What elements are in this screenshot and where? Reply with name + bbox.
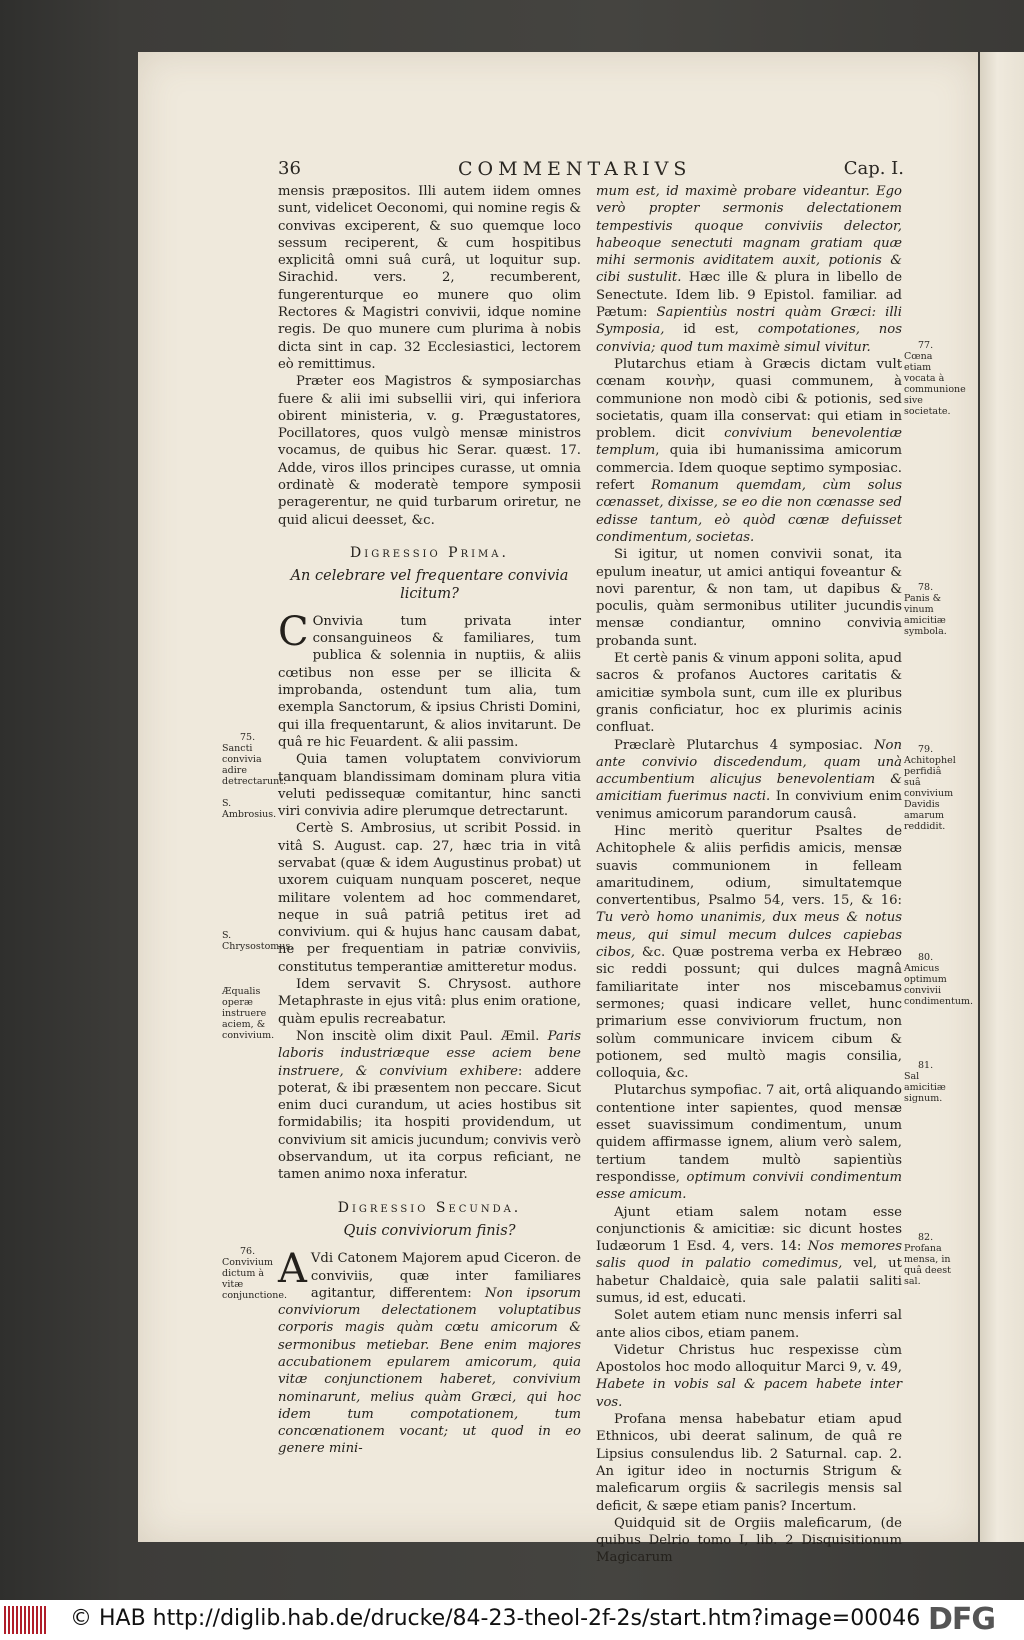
margin-note: 79. Achitophel perfidiâ suâ convivium Davidis amarum reddidit. (904, 744, 956, 832)
digression-question: Quis conviviorum finis? (343, 1222, 516, 1239)
facing-page-edge (980, 52, 1024, 1542)
paragraph: Idem servavit S. Chrysost. authore Metaphraste in ejus vitâ: plus enim oratione, quàm epulis recreabatur. (278, 977, 581, 1027)
margin-note: 76. Convivium dictum à vitæ conjunctione. (222, 1246, 287, 1301)
margin-note: Æqualis operæ instruere aciem, & convivium. (222, 986, 275, 1041)
paragraph: Non inscitè olim dixit Paul. Æmil. Paris laboris industriæque esse aciem bene instruere, & convivium exhibere: addere poterat, & ibi præsentem non peccare. Sicut enim duci curandum, ut acies hostibus sit formidabilis; ita hospiti providendum, ut convivium sit amicis jucundum; convivis verò observandum, ut ita corpus reficiant, ne tamen animo noxa inferatur. (278, 1028, 581, 1183)
paragraph: Certè S. Ambrosius, ut scribit Possid. in vitâ S. August. cap. 27, hæc tria in vitâ servabat (quæ & idem Augustinus probat) ut uxorem cuiquam nunquam posceret, neque militare volentem ad hoc commendaret, neque in suâ patriâ petitus iret ad convivium. qui & hujus hanc causam dabat, ne per frequentiam in patriæ conviviis, constitutus temperantiæ amitteretur modus. (278, 821, 581, 975)
paragraph: Quia tamen voluptatem conviviorum tanquam blandissimam dominam plura vitia veluti pedissequæ comitantur, hinc sancti viri convivia adire plerumque detrectarunt. (278, 752, 581, 820)
margin-note: 75. Sancti convivia adire detrectarunt. (222, 732, 287, 787)
hab-logo-icon (4, 1606, 48, 1634)
paragraph: mum est, id maximè probare videantur. Ego verò propter sermonis delectationem tempestivis quoque conviviis delector, habeoque senectuti magnam gratiam quæ mihi sermonis aviditatem auxit, potionis & cibi sustulit. Hæc ille & plura in libello de Senectute. Idem lib. 9 Epistol. familiar. ad Pætum: Sapientiùs nostri quàm Græci: illi Symposia, id est, compotationes, nos convivia; quod tum maximè simul vivitur. (596, 184, 902, 355)
drop-cap: A (278, 1246, 307, 1293)
digression-heading: Digressio Secunda. (337, 1199, 522, 1216)
right-text-column (596, 183, 902, 1567)
left-text-column (278, 183, 581, 1458)
running-title: COMMENTARIVS (458, 158, 692, 180)
margin-note: 77. Cœna etiam vocata à communione sive societate. (904, 340, 966, 417)
paragraph: A Vdi Catonem Majorem apud Ciceron. de conviviis, quæ inter familiares agitantur, differentem: Non ipsorum conviviorum delectationem voluptatibus corporis magis quàm cœtu amicorum & sermonibus metiebar. Bene enim majores accubationem epularem amicorum, quia vitæ conjunctionem haberet, convivium nominarunt, melius quàm Græci, qui hoc idem tum compotationem, tum concœnationem vocant; ut quod in eo genere mini- (278, 1246, 581, 1457)
paragraph: Præter eos Magistros & symposiarchas fuere & alii imi subsellii viri, qui inferiora obirent ministeria, v. g. Prægustatores, Pocillatores, quos vulgò mensæ ministros vocamus, de quibus hic Serar. quæst. 17. Adde, viros illos principes curasse, ut omnia ordinatè & moderatè tempore symposii peragerentur, ne quid turbarum oriretur, ne quid alicui deesset, &c. (278, 374, 581, 528)
paragraph: Plutarchus sympofiac. 7 ait, ortâ aliquando contentione inter sapientes, quod mensæ esset suavissimum condimentum, unum quidem affirmasse ignem, alium verò salem, tertium tandem multò sapientiùs respondisse, optimum convivii condimentum esse amicum. (596, 1083, 902, 1203)
margin-note: 82. Profana mensa, in quâ deest sal. (904, 1232, 951, 1287)
footer-bar (0, 1600, 1024, 1640)
digression-question: An celebrare vel frequentare convivia licitum? (290, 568, 569, 602)
margin-note: 78. Panis & vinum amicitiæ symbola. (904, 582, 947, 637)
paragraph: mensis præpositos. Illi autem iidem omnes sunt, videlicet Oeconomi, qui nomine regis & convivas exciperent, & suo quemque loco sessum reciperent, & cum hospitibus explicitâ omni suâ curâ, ut loquitur sup. Sirachid. vers. 2, recumberent, fungerenturque eo munere quo olim Rectores & Magistri convivii, idque nomine regis. De quo munere cum plurima à nobis dicta sint in cap. 32 Ecclesiastici, lectorem eò remittimus. (278, 184, 581, 372)
paragraph: Si igitur, ut nomen convivii sonat, ita epulum ineatur, ut amici antiqui foveantur & novi parentur, & non tam, ut dapibus & poculis, quàm sermonibus utiliter jucundis mensæ condiantur, omnino convivia probanda sunt. (596, 547, 902, 649)
dfg-logo: DFG (928, 1602, 996, 1637)
margin-note: 81. Sal amicitiæ signum. (904, 1060, 946, 1104)
margin-note: 80. Amicus optimum convivii condimentum. (904, 952, 973, 1007)
margin-note: S. Chrysostomus. (222, 930, 294, 952)
paragraph: Profana mensa habebatur etiam apud Ethnicos, ubi deerat salinum, de quâ re Lipsius consulendus lib. 2 Saturnal. cap. 2. An igitur ideo in nocturnis Strigum & maleficarum orgiis & sacrilegis mensis sal deficit, & sæpe etiam panis? Incertum. (596, 1412, 902, 1514)
paragraph: Ajunt etiam salem notam esse conjunctionis & amicitiæ: sic dicunt hostes Iudæorum 1 Esd. 4, vers. 14: Nos memores salis quod in palatio comedimus, vel, ut habetur Chaldaicè, quia sale palatii saliti sumus, id est, educati. (596, 1204, 902, 1306)
drop-cap: C (278, 608, 309, 655)
copyright-url[interactable]: © HAB http://diglib.hab.de/drucke/84-23-theol-2f-2s/start.htm?image=00046 (70, 1606, 921, 1631)
paragraph: Solet autem etiam nunc mensis inferri sal ante alios cibos, etiam panem. (596, 1308, 902, 1341)
paragraph: Quidquid sit de Orgiis maleficarum, (de quibus Delrio tomo I, lib. 2 Disquisitionum Magicarum (596, 1515, 902, 1566)
margin-note: S. Ambrosius. (222, 798, 277, 820)
paragraph: Præclarè Plutarchus 4 symposiac. Non ante convivio discedendum, quam unà accumbentium alicujus benevolentiam & amicitiam fuerimus nacti. In convivium enim venimus amicorum parandorum causâ. (596, 737, 902, 822)
page-header (278, 158, 904, 180)
paragraph: Videtur Christus huc respexisse cùm Apostolos hoc modo alloquitur Marci 9, v. 49, Habete in vobis sal & pacem habete inter vos. (596, 1342, 902, 1410)
paragraph: Et certè panis & vinum apponi solita, apud sacros & profanos Auctores caritatis & amicitiæ symbola sunt, cum ille ex pluribus granis conficiatur, hoc ex plurimis acinis confluat. (596, 651, 902, 736)
paragraph: C Onvivia tum privata inter consanguineos & familiares, tum publica & solennia in nuptiis, & aliis cœtibus non esse per se illicita & improbanda, ostendunt tum alia, tum exempla Sanctorum, & ipsius Christi Domini, qui illa frequentarunt, & alios invitarunt. De quâ re hic Feuardent. & alii passim. (278, 608, 581, 750)
chapter-label: Cap. I. (843, 158, 904, 179)
paragraph: Hinc meritò queritur Psaltes de Achitophele & aliis perfidis amicis, mensæ suavis communionem in felleam amaritudinem, odium, simultatemque convertentibus, Psalmo 54, vers. 15, & 16: Tu verò homo unanimis, dux meus & notus meus, qui simul mecum dulces capiebas cibos, &c. Quæ postrema verba ex Hebræo sic reddi possunt; qui dulces magnâ familiaritate inter nos miscebamus sermones; quasi indicare vellet, hunc primarium esse conviviorum fructum, non solùm communicare invicem cibum & potionem, sed multò magis consilia, colloquia, &c. (596, 823, 902, 1082)
digression-heading: Digressio Prima. (350, 544, 509, 561)
paragraph: Plutarchus etiam à Græcis dictam vult cœnam κοινὴν, quasi communem, à communione non modò cibi & potionis, sed societatis, quam illa conservat: qui etiam in problem. dicit convivium benevolentiæ templum, quia ibi humanissima amicorum commercia. Idem quoque septimo symposiac. refert Romanum quemdam, cùm solus cœnasset, dixisse, se eo die non cœnasse sed edisse tantum, eò quòd cœnæ defuisset condimentum, societas. (596, 356, 902, 545)
page-number: 36 (278, 158, 301, 179)
